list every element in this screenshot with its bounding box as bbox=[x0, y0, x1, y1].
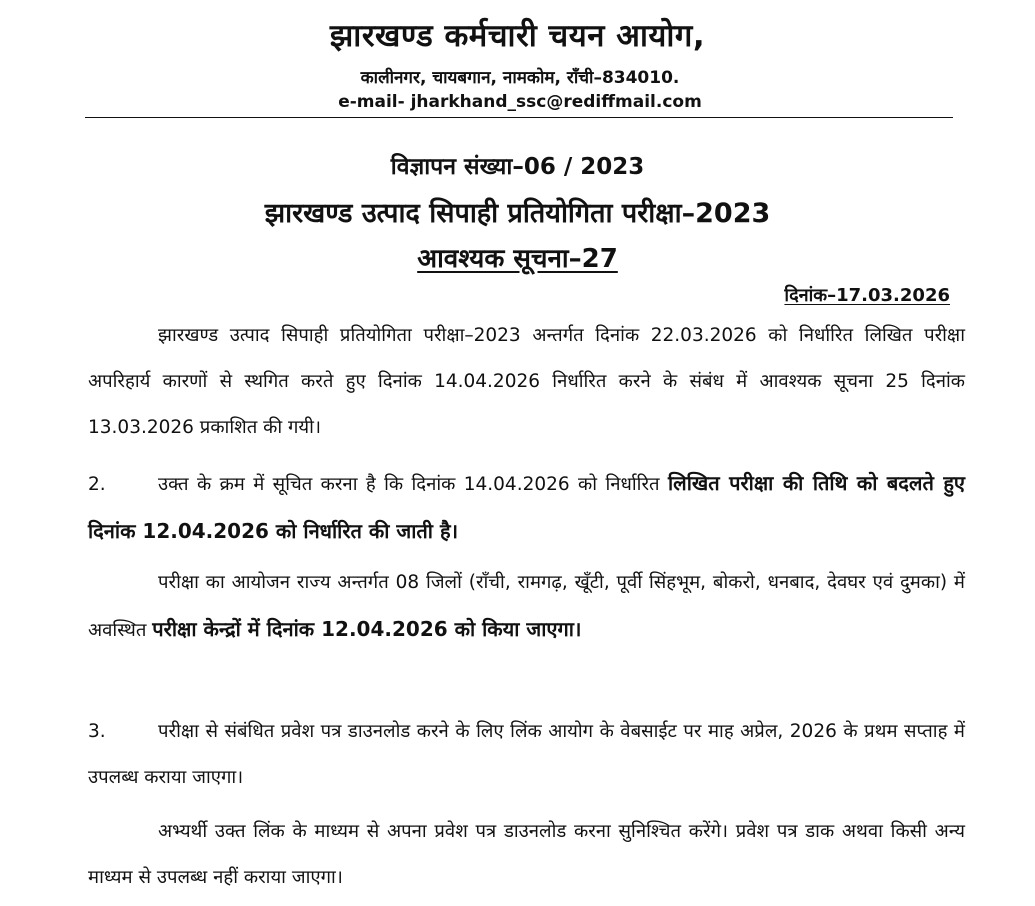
paragraph-1-text: झारखण्ड उत्पाद सिपाही प्रतियोगिता परीक्षा–2023 अन्तर्गत दिनांक 22.03.2026 को निर्धारित लिखित परीक्षा अपरिहार्य कारणों से स्थगित करते हुए दिनांक 14.04.2026 निर्धारित करने के संबंध में आवश्यक सूचना 25 दिनांक 13.03.2026 प्रकाशित की गयी। bbox=[88, 325, 965, 438]
paragraph-5 bbox=[88, 809, 965, 901]
advertisement-number: विज्ञापन संख्या–06 / 2023 bbox=[390, 154, 645, 180]
paragraph-2-number: 2. bbox=[88, 474, 106, 495]
organization-address: कालीनगर, चायबगान, नामकोम, राँची–834010. bbox=[360, 68, 680, 88]
paragraph-2-text: उक्त के क्रम में सूचित करना है कि दिनांक 14.04.2026 को निर्धारित bbox=[158, 474, 668, 495]
notice-date: दिनांक–17.03.2026 bbox=[784, 285, 950, 306]
paragraph-4 bbox=[88, 709, 965, 801]
header-divider bbox=[85, 117, 953, 118]
exam-title: झारखण्ड उत्पाद सिपाही प्रतियोगिता परीक्षा–2023 bbox=[264, 198, 771, 229]
organization-email: e-mail- jharkhand_ssc@rediffmail.com bbox=[338, 92, 702, 112]
paragraph-4-number: 3. bbox=[88, 721, 106, 742]
paragraph-4-text: परीक्षा से संबंधित प्रवेश पत्र डाउनलोड करने के लिए लिंक आयोग के वेबसाईट पर माह अप्रेल, 2026 के प्रथम सप्ताह में उपलब्ध कराया जाएगा। bbox=[88, 721, 965, 788]
paragraph-3-text: परीक्षा का आयोजन राज्य अन्तर्गत 08 जिलों (राँची, रामगढ़, खूँटी, पूर्वी सिंहभूम, बोकरो, धनबाद, देवघर एवं दुमका) में अवस्थित bbox=[88, 572, 965, 641]
paragraph-5-text: अभ्यर्थी उक्त लिंक के माध्यम से अपना प्रवेश पत्र डाउनलोड करना सुनिश्चित करेंगे। प्रवेश पत्र डाक अथवा किसी अन्य माध्यम से उपलब्ध नहीं कराया जाएगा। bbox=[88, 821, 965, 888]
paragraph-3-bold-text: परीक्षा केन्द्रों में दिनांक 12.04.2026 को किया जाएगा। bbox=[152, 617, 582, 641]
notice-title: आवश्यक सूचना–27 bbox=[417, 244, 618, 274]
organization-name: झारखण्ड कर्मचारी चयन आयोग, bbox=[329, 18, 706, 54]
paragraph-3 bbox=[88, 560, 965, 654]
paragraph-2-bold-text: लिखित परीक्षा की तिथि को बदलते हुए दिनांक 12.04.2026 को निर्धारित की जाती है। bbox=[88, 471, 965, 543]
paragraph-1 bbox=[88, 313, 965, 451]
paragraph-2 bbox=[88, 460, 965, 556]
